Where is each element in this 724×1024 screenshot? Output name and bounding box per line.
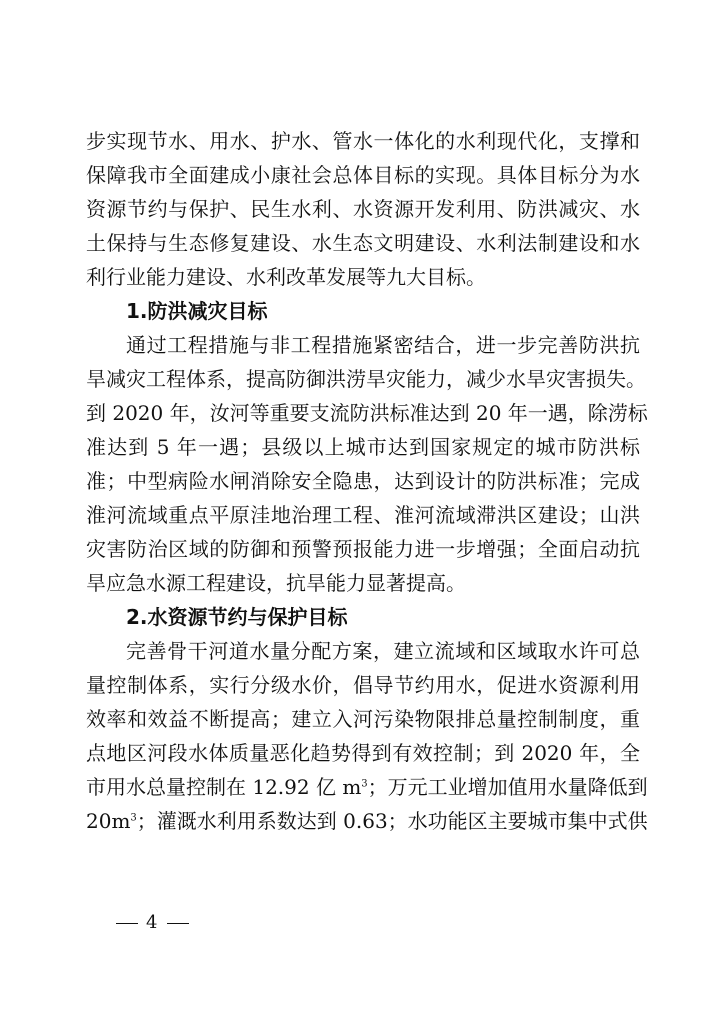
document-body xyxy=(86,124,648,838)
text-segment: ；万元工业增加值用水量降低到 xyxy=(367,775,648,799)
text-line xyxy=(86,804,648,838)
text-line xyxy=(86,770,648,804)
text-line: 到 2020 年，汝河等重要支流防洪标准达到 20 年一遇，除涝标 xyxy=(86,401,648,425)
section-heading-water-conservation: 2.水资源节约与保护目标 xyxy=(126,605,348,629)
text-line: 准；中型病险水闸消除安全隐患，达到设计的防洪标准；完成 xyxy=(86,469,640,493)
text-segment: ；灌溉水利用系数达到 0.63；水功能区主要城市集中式供 xyxy=(136,809,648,833)
dash-left xyxy=(116,923,138,924)
text-line: 旱应急水源工程建设，抗旱能力显著提高。 xyxy=(86,571,466,595)
text-segment: 20m xyxy=(86,809,131,833)
text-line: 通过工程措施与非工程措施紧密结合，进一步完善防洪抗 xyxy=(126,333,640,357)
page-number: 4 xyxy=(146,912,160,933)
text-line: 土保持与生态修复建设、水生态文明建设、水利法制建设和水 xyxy=(86,231,640,255)
text-line: 效率和效益不断提高；建立入河污染物限排总量控制制度，重 xyxy=(86,707,640,731)
text-line: 旱减灾工程体系，提高防御洪涝旱灾能力，减少水旱灾害损失。 xyxy=(86,367,646,391)
section-heading-flood-control: 1.防洪减灾目标 xyxy=(126,299,268,323)
text-segment: 市用水总量控制在 12.92 亿 m xyxy=(86,775,362,799)
text-line: 量控制体系，实行分级水价，倡导节约用水，促进水资源利用 xyxy=(86,673,640,697)
text-line: 保障我市全面建成小康社会总体目标的实现。具体目标分为水 xyxy=(86,163,640,187)
text-line: 灾害防治区域的防御和预警预报能力进一步增强；全面启动抗 xyxy=(86,537,640,561)
superscript: 3 xyxy=(130,812,137,824)
text-line: 淮河流域重点平原洼地治理工程、淮河流域滞洪区建设；山洪 xyxy=(86,503,640,527)
text-line: 点地区河段水体质量恶化趋势得到有效控制；到 2020 年，全 xyxy=(86,741,640,765)
text-line: 准达到 5 年一遇；县级以上城市达到国家规定的城市防洪标 xyxy=(86,435,640,459)
dash-right xyxy=(167,923,189,924)
page-footer xyxy=(108,912,197,933)
text-line: 步实现节水、用水、护水、管水一体化的水利现代化，支撑和 xyxy=(86,129,640,153)
text-line: 利行业能力建设、水利改革发展等九大目标。 xyxy=(86,265,486,289)
text-line: 完善骨干河道水量分配方案，建立流域和区域取水许可总 xyxy=(126,639,640,663)
text-line: 资源节约与保护、民生水利、水资源开发利用、防洪减灾、水 xyxy=(86,197,640,221)
superscript: 3 xyxy=(361,778,368,790)
